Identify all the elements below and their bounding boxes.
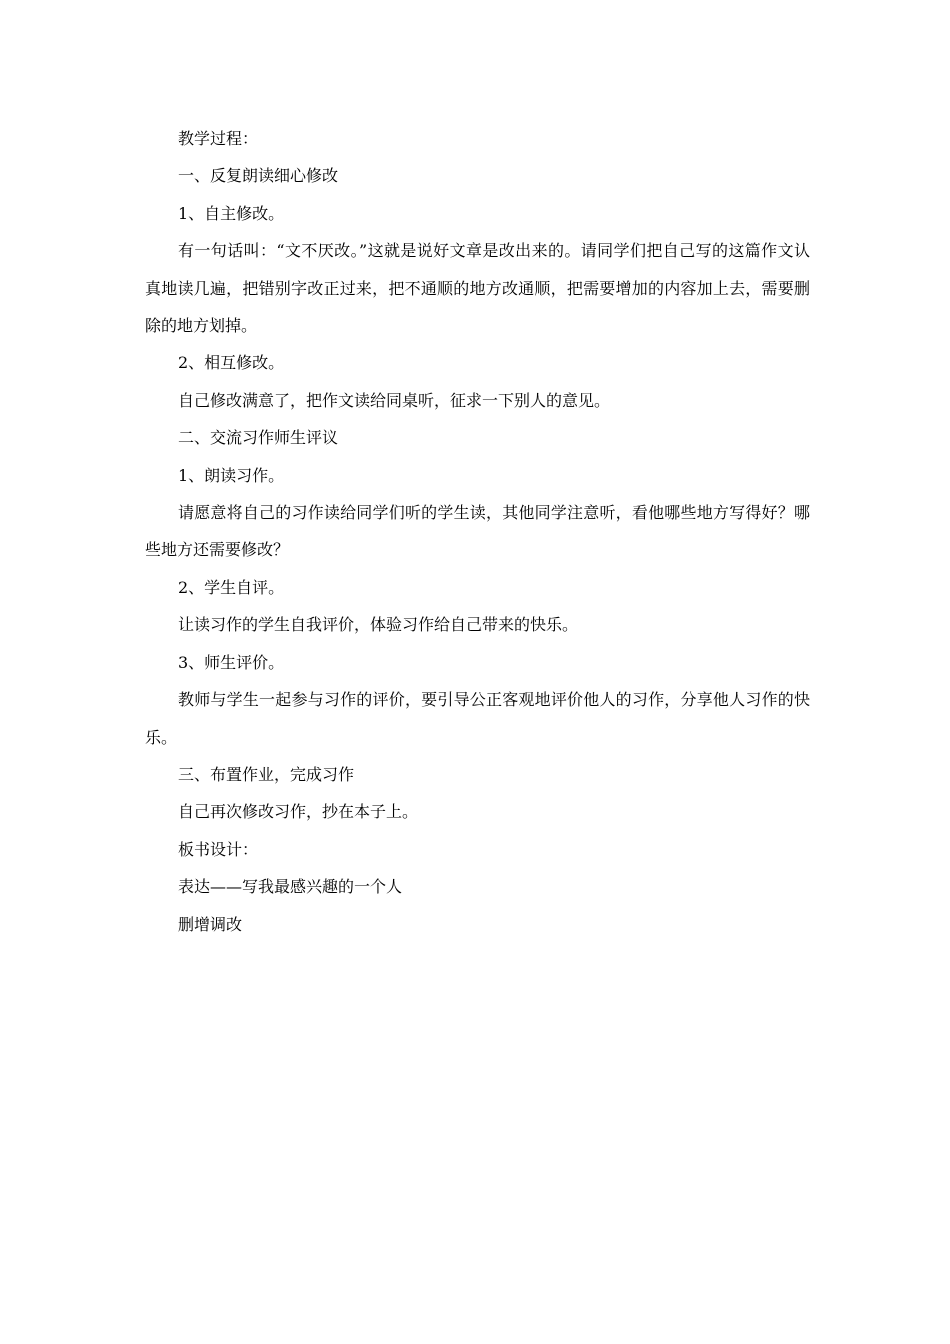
paragraph-self-evaluation: 让读习作的学生自我评价，体验习作给自己带来的快乐。 (178, 615, 579, 635)
heading-teaching-process: 教学过程： (178, 129, 259, 148)
section-heading-3: 三、布置作业，完成习作 (178, 764, 355, 784)
board-design-line-2: 删增调改 (178, 914, 243, 934)
section-heading-1: 一、反复朗读细心修改 (178, 166, 339, 186)
subheading-2-1: 1、朗读习作。 (178, 465, 285, 485)
subheading-1-2: 2、相互修改。 (178, 353, 285, 373)
subheading-1-1: 1、自主修改。 (178, 203, 285, 223)
paragraph-homework: 自己再次修改习作，抄在本子上。 (178, 802, 419, 822)
paragraph-mutual-revision: 自己修改满意了，把作文读给同桌听，征求一下别人的意见。 (178, 390, 611, 410)
paragraph-read-aloud: 请愿意将自己的习作读给同学们听的学生读，其他同学注意听，看他哪些地方写得好？哪些地方还需要修改？ (145, 503, 810, 560)
subheading-2-3: 3、师生评价。 (178, 652, 285, 672)
document-body (145, 120, 810, 943)
section-heading-2: 二、交流习作师生评议 (178, 428, 339, 448)
heading-board-design: 板书设计： (178, 839, 259, 859)
paragraph-teacher-student-evaluation: 教师与学生一起参与习作的评价，要引导公正客观地评价他人的习作，分享他人习作的快乐。 (145, 690, 810, 747)
board-design-line-1: 表达——写我最感兴趣的一个人 (178, 877, 403, 897)
subheading-2-2: 2、学生自评。 (178, 577, 285, 597)
paragraph-self-revision: 有一句话叫：“文不厌改。”这就是说好文章是改出来的。请同学们把自己写的这篇作文认真地读几遍，把错别字改正过来，把不通顺的地方改通顺，把需要增加的内容加上去，需要删除的地方划掉。 (145, 241, 810, 336)
